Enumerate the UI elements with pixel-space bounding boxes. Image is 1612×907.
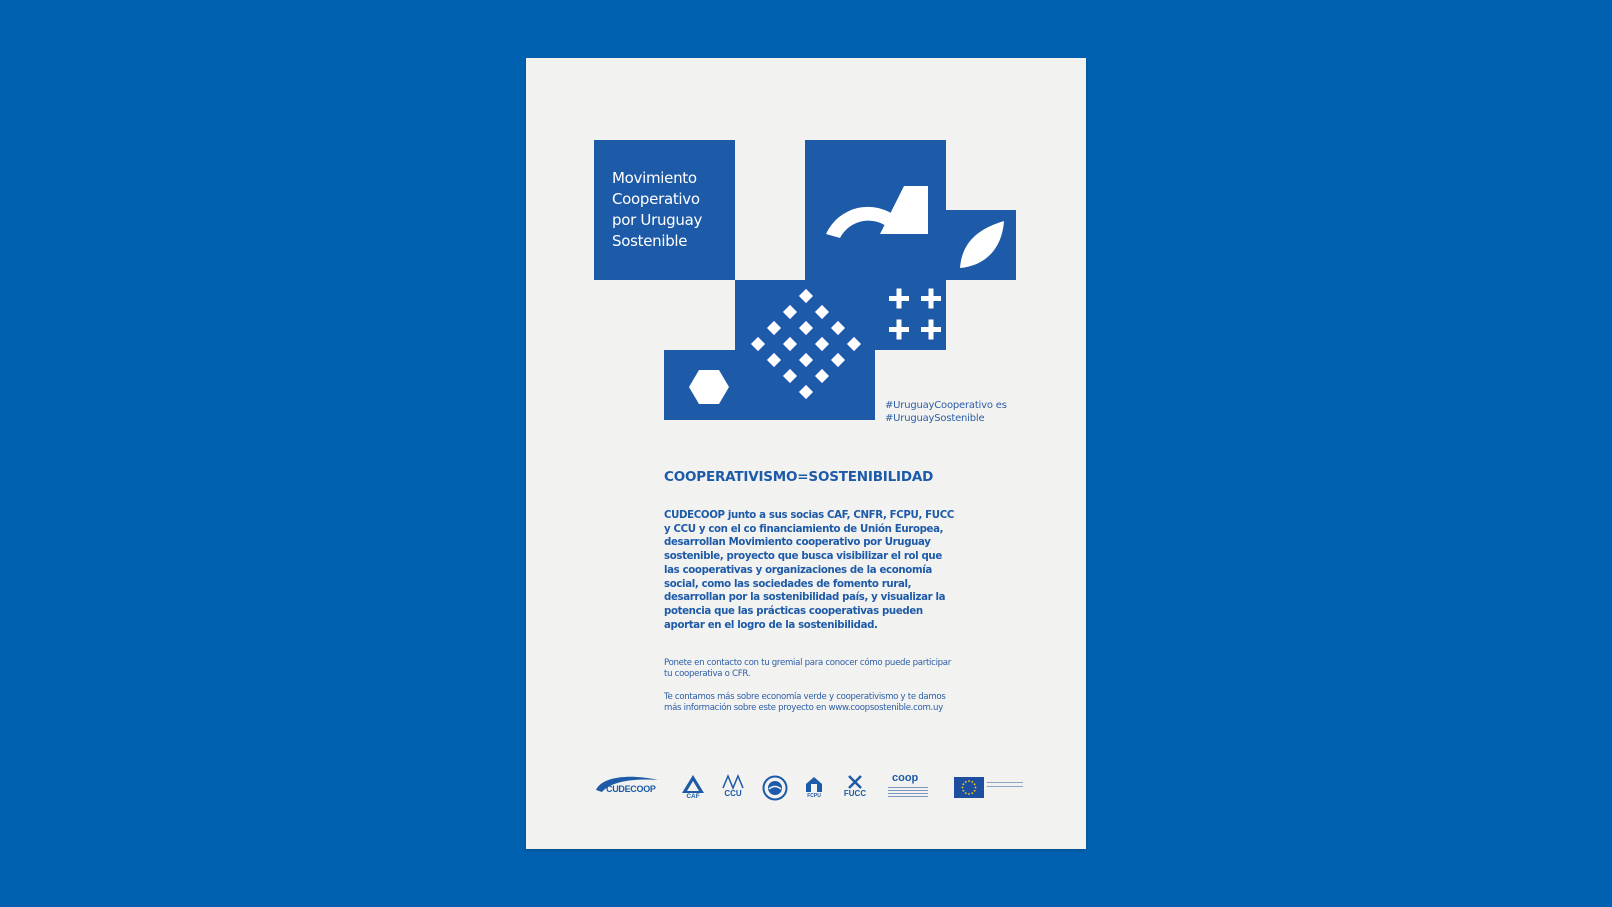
eu-star — [975, 787, 977, 789]
diamond-shape — [799, 385, 813, 399]
coop-logo-lines — [888, 787, 928, 797]
diamond-shape — [783, 337, 797, 351]
eu-star — [968, 780, 970, 782]
more-info-paragraph: Te contamos más sobre economía verde y cooperativismo y te damos más información sobre este proyecto en www.coopsostenible.com.uy — [664, 692, 946, 713]
cudecoop-logo-text: CUDECOOP — [606, 784, 656, 794]
poster-graphics — [526, 58, 1086, 849]
fucc-logo — [840, 774, 870, 802]
caf-logo — [680, 774, 706, 802]
eu-star — [974, 790, 976, 792]
diamond-pattern — [751, 289, 861, 399]
coop-logo-text: coop — [892, 772, 919, 784]
caf-triangle-icon — [680, 774, 706, 794]
eu-star — [965, 792, 967, 794]
fcpu-logo-text: FCPU — [807, 793, 821, 799]
eu-star — [962, 787, 964, 789]
fucc-logo-text: FUCC — [843, 789, 867, 798]
eu-star — [965, 781, 967, 783]
diamond-shape — [815, 305, 829, 319]
poster-title: Movimiento Cooperativo por Uruguay Sostenible — [594, 140, 735, 280]
leaf-icon — [960, 221, 1004, 268]
eu-star — [974, 783, 976, 785]
plus-icons — [889, 289, 941, 340]
diamond-shape — [799, 289, 813, 303]
refresh-arrow-icon — [826, 186, 928, 238]
cudecoop-logo — [592, 774, 664, 800]
diamond-shape — [815, 337, 829, 351]
diamond-shape — [751, 337, 765, 351]
ccu-logo-text: CCU — [724, 789, 742, 798]
headline: COOPERATIVISMO=SOSTENIBILIDAD — [664, 469, 934, 485]
diamond-shape — [831, 353, 845, 367]
cnfr-logo — [762, 775, 788, 801]
eu-star — [968, 793, 970, 795]
fucc-mark-icon — [840, 774, 870, 790]
diamond-shape — [799, 353, 813, 367]
diamond-shape — [767, 353, 781, 367]
diamond-shape — [799, 321, 813, 335]
diamond-shape — [831, 321, 845, 335]
caf-logo-text: CAF — [686, 793, 700, 800]
cnfr-seal-icon — [762, 775, 788, 801]
diamond-shape — [767, 321, 781, 335]
ccu-logo — [721, 774, 745, 802]
diamond-shape — [783, 369, 797, 383]
coop-logo — [888, 774, 932, 802]
hashtags: #UruguayCooperativo es #UruguaySostenible — [885, 400, 1007, 424]
diamond-shape — [847, 337, 861, 351]
fcpu-house-icon — [803, 775, 825, 793]
fcpu-logo — [803, 775, 825, 803]
poster — [526, 58, 1086, 849]
hexagon-icon — [689, 370, 729, 404]
ccu-mark-icon — [721, 774, 745, 790]
eu-star — [962, 783, 964, 785]
eu-flag — [954, 777, 984, 798]
contact-paragraph: Ponete en contacto con tu gremial para conocer cómo puede participar tu cooperativa o CFR. — [664, 658, 952, 679]
body-paragraph: CUDECOOP junto a sus socias CAF, CNFR, FCPU, FUCC y CCU y con el co financiamiento de Unión Europea, desarrollan Movimiento cooperativo por Uruguay sostenible, proyecto que busca visibilizar el rol que las cooperativas y organizaciones de la economía social, como las sociedades de fomento rural, desarrollan por la sostenibilidad país, y visualizar la potencia que las prácticas cooperativas pueden aportar en el logro de la sostenibilidad. — [664, 510, 954, 631]
eu-star — [971, 781, 973, 783]
eu-star — [971, 792, 973, 794]
eu-cofinance-lines — [987, 782, 1023, 790]
diamond-shape — [783, 305, 797, 319]
eu-star — [962, 790, 964, 792]
eu-stars-icon — [954, 777, 984, 798]
diamond-shape — [815, 369, 829, 383]
